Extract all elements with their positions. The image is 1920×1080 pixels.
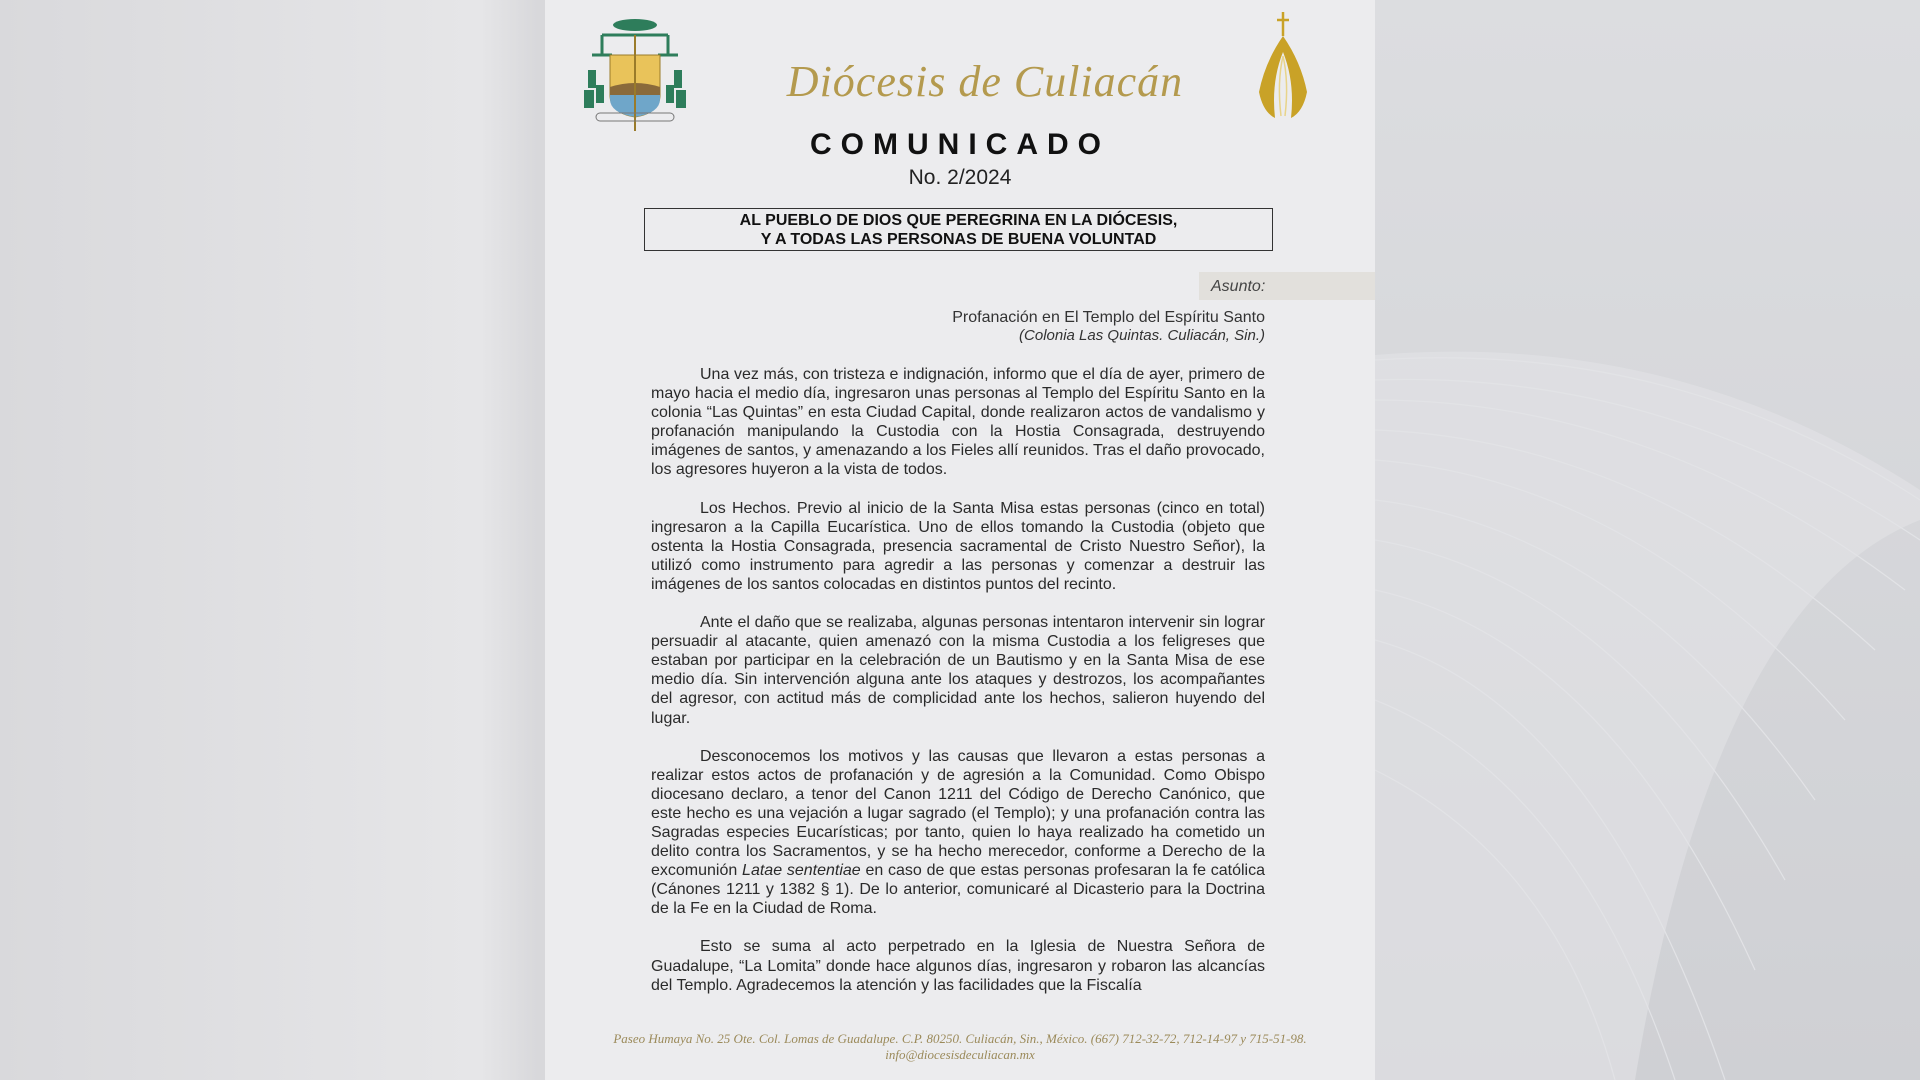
addressee-line-1: AL PUEBLO DE DIOS QUE PEREGRINA EN LA DIÓCESIS, — [739, 212, 1178, 229]
paragraph: Ante el daño que se realizaba, algunas personas intentaron intervenir sin lograr persuadir al atacante, quien amenazó con la misma Custodia a los feligreses que estaban por participar en la celebración de un Bautismo y en la Santa Misa de ese medio día. Sin intervención alguna ante los ataques y destrozos, los acompañantes del agresor, con actitud más de complicidad ante los hechos, salieron huyendo del lugar. — [651, 614, 1265, 727]
paragraph-text: Desconocemos los motivos y las causas que llevaron a estas personas a realizar estos actos de profanación y de agresión a la Comunidad. Como Obispo diocesano declaro, a tenor del Canon 1211 del Código de Derecho Canónico, que este hecho es una vejación a lugar sagrado (el Templo); y una profanación contra las Sagradas especies Eucarísticas; por tanto, quien lo haya realizado ha cometido un delito contra los Sacramentos, y se ha hecho merecedor, conforme a Derecho de la excomunión — [651, 747, 1265, 880]
addressee-line-2: Y A TODAS LAS PERSONAS DE BUENA VOLUNTAD — [760, 231, 1157, 248]
paragraph — [651, 747, 1265, 919]
addressee-box — [644, 208, 1273, 251]
footer-address: Paseo Humaya No. 25 Ote. Col. Lomas de Guadalupe. C.P. 80250. Culiacán, Sin., México. (667) 712-32-72, 712-14-97 y 715-51-98. info@diocesisdeculiacan.mx — [613, 1031, 1307, 1062]
coat-of-arms-logo — [582, 15, 688, 131]
subject-label: Asunto: — [1199, 272, 1375, 300]
subject — [952, 309, 1265, 345]
latin-term: Latae sententiae — [742, 862, 861, 880]
paragraph: Los Hechos. Previo al inicio de la Santa Misa estas personas (cinco en total) ingresaron a la Capilla Eucarística. Uno de ellos tomando la Custodia (objeto que ostenta la Hostia Consagrada, presencia sacramental de Cristo Nuestro Señor), la utilizó como instrumento para agredir a las personas y comenzar a destruir las imágenes de los santos colocadas en distintos puntos del recinto. — [651, 499, 1265, 593]
cathedral-logo — [1255, 12, 1311, 120]
document-page — [545, 0, 1375, 1080]
subject-title: Profanación en El Templo del Espíritu Santo — [952, 309, 1265, 326]
diocese-name: Diócesis de Culiacán — [786, 57, 1184, 106]
document-body — [651, 365, 1265, 1014]
subject-location: (Colonia Las Quintas. Culiacán, Sin.) — [1019, 327, 1265, 344]
document-heading: COMUNICADO — [810, 128, 1110, 161]
background-decoration — [1375, 0, 1920, 1080]
document-number: No. 2/2024 — [908, 166, 1012, 189]
paragraph: Esto se suma al acto perpetrado en la Iglesia de Nuestra Señora de Guadalupe, “La Lomita” donde hace algunos días, ingresaron y robaron las alcancías del Templo. Agradecemos la atención y las facilidades que la Fiscalía — [651, 938, 1265, 994]
paragraph-text: en caso de que estas personas profesaran la fe católica (Cánones 1211 y 1382 § 1). De lo anterior, comunicaré al Dicasterio para la Doctrina de la Fe en la Ciudad de Roma. — [651, 862, 1266, 918]
paragraph: Una vez más, con tristeza e indignación, informo que el día de ayer, primero de mayo hacia el medio día, ingresaron unas personas al Templo del Espíritu Santo en la colonia “Las Quintas” en esta Ciudad Capital, donde realizaron actos de vandalismo y profanación manipulando la Custodia con la Hostia Consagrada, destruyendo imágenes de santos, y amenazando a los Fieles allí reunidos. Tras el daño provocado, los agresores huyeron a la vista de todos. — [651, 366, 1265, 479]
